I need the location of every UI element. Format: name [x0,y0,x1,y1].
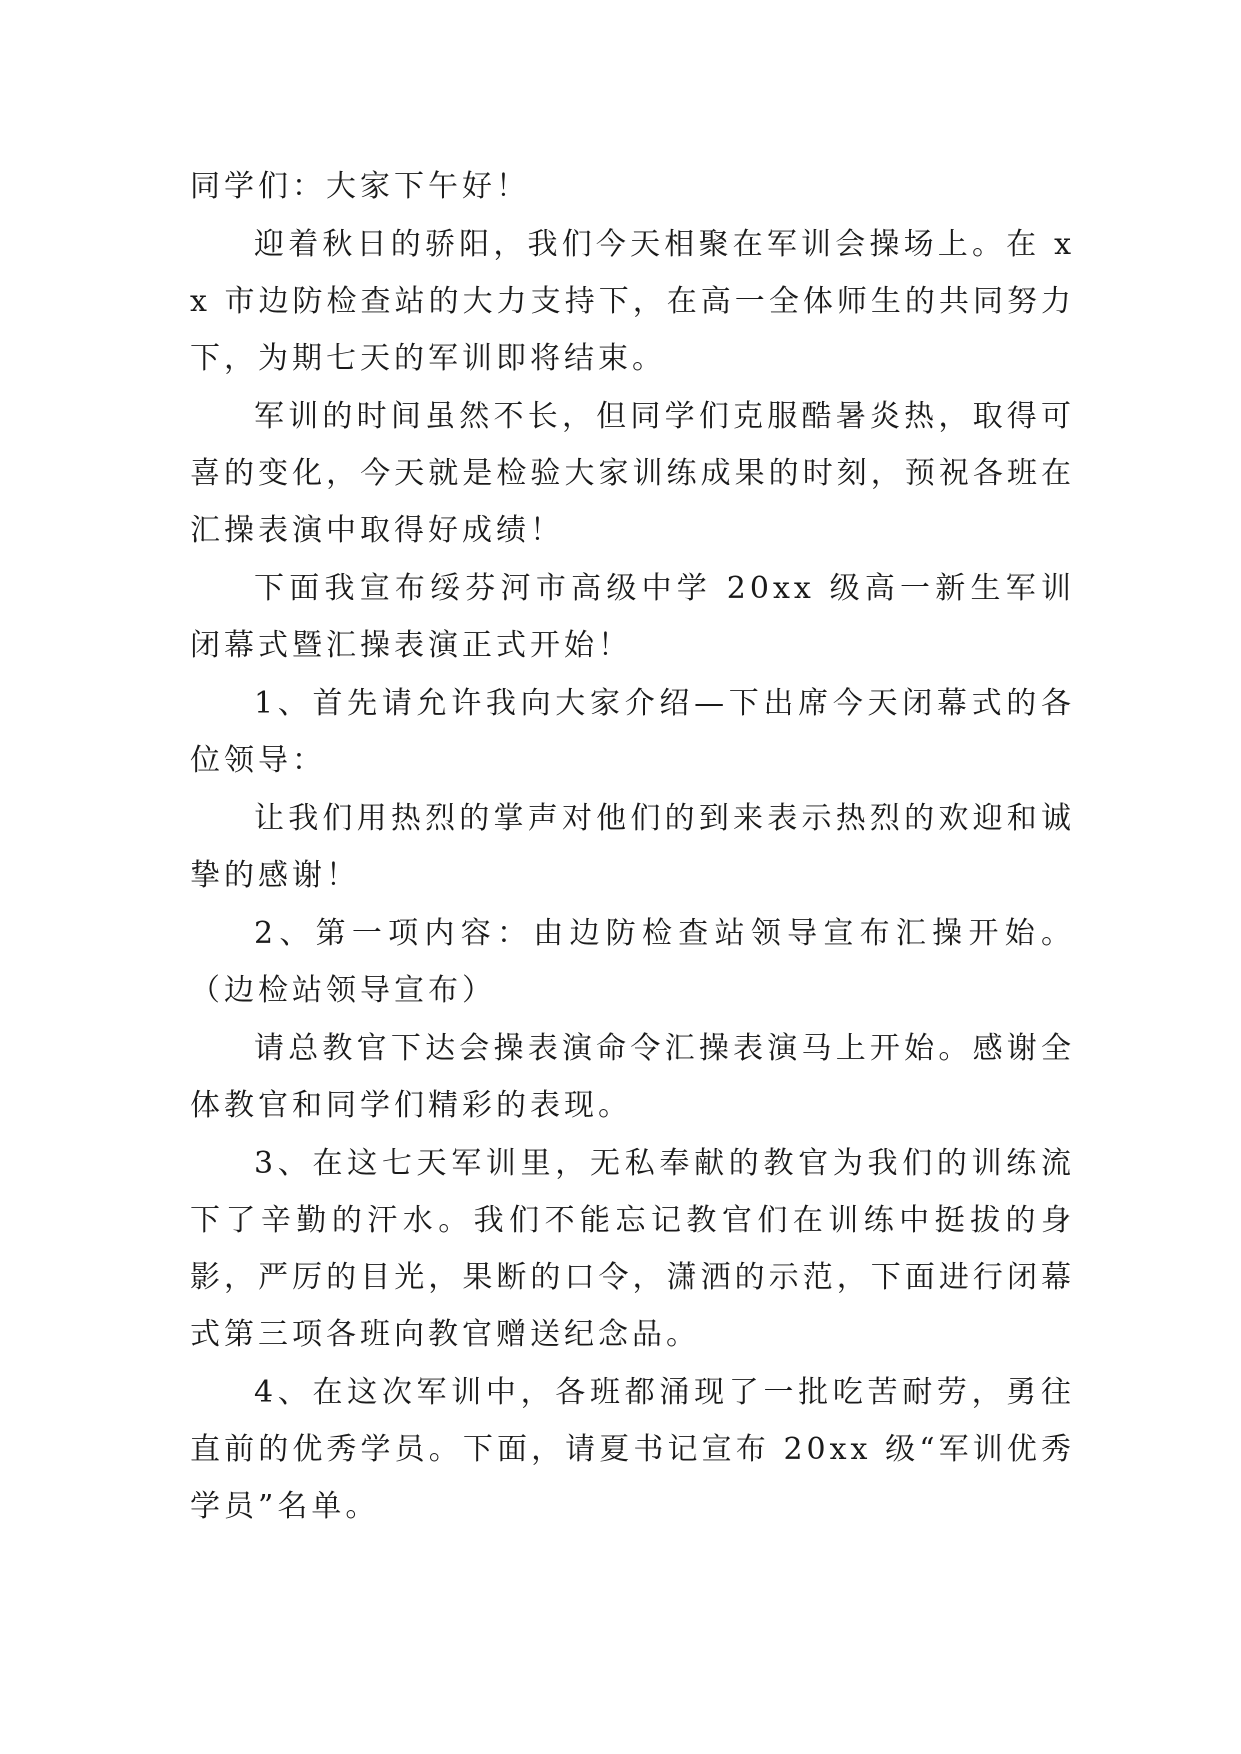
paragraph-item-1: 1、首先请允许我向大家介绍—下出席今天闭幕式的各位领导： [190,686,1075,778]
paragraph-opening: 迎着秋日的骄阳，我们今天相聚在军训会操场上。在 xx 市边防检查站的大力支持下，在高一全体师生的共同努力下，为期七天的军训即将结束。 [190,227,1075,376]
paragraph-command: 请总教官下达会操表演命令汇操表演马上开始。感谢全体教官和同学们精彩的表现。 [190,1031,1075,1123]
paragraph-item-2: 2、第一项内容：由边防检查站领导宣布汇操开始。（边检站领导宣布） [190,916,1075,1008]
paragraph-item-4: 4、在这次军训中，各班都涌现了一批吃苦耐劳，勇往直前的优秀学员。下面，请夏书记宣布 20xx 级“军训优秀学员”名单。 [190,1375,1075,1524]
paragraph-welcome: 让我们用热烈的掌声对他们的到来表示热烈的欢迎和诚挚的感谢！ [190,801,1075,893]
paragraph-announcement: 下面我宣布绥芬河市高级中学 20xx 级高一新生军训闭幕式暨汇操表演正式开始！ [190,571,1075,663]
paragraph-item-3: 3、在这七天军训里，无私奉献的教官为我们的训练流下了辛勤的汗水。我们不能忘记教官们在训练中挺拔的身影，严厉的目光，果断的口令，潇洒的示范，下面进行闭幕式第三项各班向教官赠送纪念品。 [190,1146,1075,1352]
document-body [190,158,1075,1536]
greeting-paragraph: 同学们：大家下午好！ [190,169,530,204]
paragraph-training-progress: 军训的时间虽然不长，但同学们克服酷暑炎热，取得可喜的变化，今天就是检验大家训练成果的时刻，预祝各班在汇操表演中取得好成绩！ [190,399,1075,548]
